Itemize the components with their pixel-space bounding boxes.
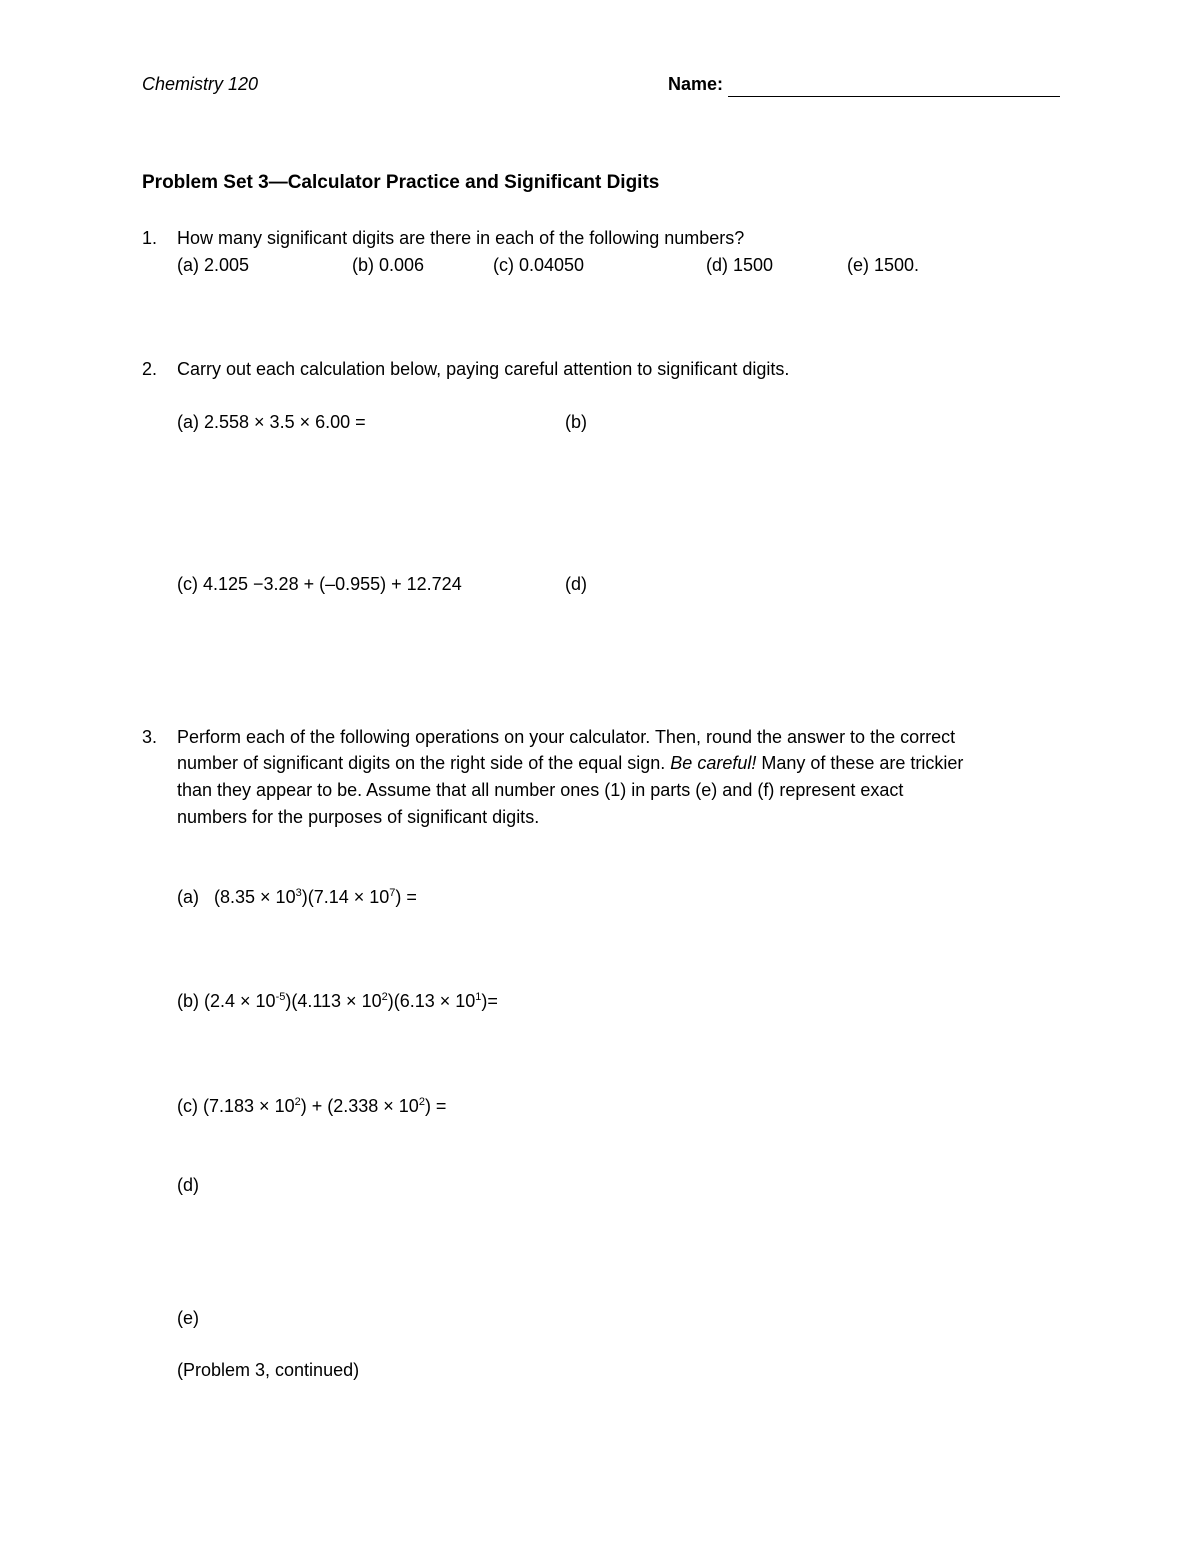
q3b-exp-2: 2 (381, 991, 388, 1003)
q3c-expr-2: ) + (2.338 × 10 (300, 1096, 419, 1116)
q3-part-d: (d) (177, 1175, 199, 1195)
page-title: Problem Set 3—Calculator Practice and Significant Digits (142, 172, 660, 193)
q3a-label: (a) (177, 887, 199, 907)
q2-part-a: (a) 2.558 × 3.5 × 6.00 = (177, 412, 366, 432)
q3b-expr-3: )(6.13 × 10 (387, 991, 476, 1011)
q3-line2-post: Many of these are trickier (756, 753, 964, 773)
q3b-expr-2: )(4.113 × 10 (285, 991, 382, 1011)
continued-note: (Problem 3, continued) (177, 1360, 360, 1380)
q3a-expr-1: (8.35 × 10 (214, 887, 296, 907)
q3c-exp-1: 2 (294, 1096, 301, 1108)
name-field-line[interactable] (728, 96, 1060, 97)
q2-prompt: Carry out each calculation below, paying careful attention to significant digits. (177, 359, 790, 379)
q3c-exp-2: 2 (418, 1096, 425, 1108)
name-label: Name: (668, 74, 724, 94)
q3b-exp-3: 1 (475, 991, 482, 1003)
q2-number: 2. (142, 359, 158, 379)
course-title: Chemistry 120 (142, 74, 259, 94)
q3b-label: (b) (177, 991, 199, 1011)
q3b-expr-1: (2.4 × 10 (204, 991, 276, 1011)
q3-part-a (177, 884, 417, 910)
q3-number: 3. (142, 727, 158, 747)
q3-line2-emphasis: Be careful! (670, 753, 757, 773)
q3-part-e: (e) (177, 1308, 199, 1328)
q2-part-b: (b) (565, 412, 587, 432)
q3-prompt-line4: numbers for the purposes of significant digits. (177, 807, 540, 827)
q1-item-a: (a) 2.005 (177, 255, 250, 275)
q3a-exp-2: 7 (389, 887, 396, 899)
q3-prompt-line3: than they appear to be. Assume that all number ones (1) in parts (e) and (f) represent exact (177, 780, 904, 800)
q1-prompt: How many significant digits are there in each of the following numbers? (177, 228, 745, 248)
q3a-expr-2: )(7.14 × 10 (301, 887, 390, 907)
q3b-expr-4: )= (481, 991, 498, 1011)
q3-part-b (177, 988, 498, 1014)
q3b-exp-1: -5 (275, 991, 286, 1003)
q3-prompt-line2 (177, 750, 963, 776)
q3-line2-pre: number of significant digits on the right side of the equal sign. (177, 753, 671, 773)
q3-prompt-line1: Perform each of the following operations on your calculator. Then, round the answer to the correct (177, 727, 956, 747)
q3c-label: (c) (177, 1096, 198, 1116)
q3-part-c (177, 1093, 446, 1119)
q1-number: 1. (142, 228, 158, 248)
q1-item-e: (e) 1500. (847, 255, 920, 275)
q1-item-d: (d) 1500 (706, 255, 774, 275)
q1-item-b: (b) 0.006 (352, 255, 425, 275)
q3c-expr-3: ) = (424, 1096, 447, 1116)
q2-part-c: (c) 4.125 −3.28 + (–0.955) + 12.724 (177, 574, 462, 594)
q2-part-d: (d) (565, 574, 587, 594)
q3a-exp-1: 3 (295, 887, 302, 899)
q3a-expr-3: ) = (395, 887, 417, 907)
q3c-expr-1: (7.183 × 10 (203, 1096, 295, 1116)
q1-item-c: (c) 0.04050 (493, 255, 585, 275)
